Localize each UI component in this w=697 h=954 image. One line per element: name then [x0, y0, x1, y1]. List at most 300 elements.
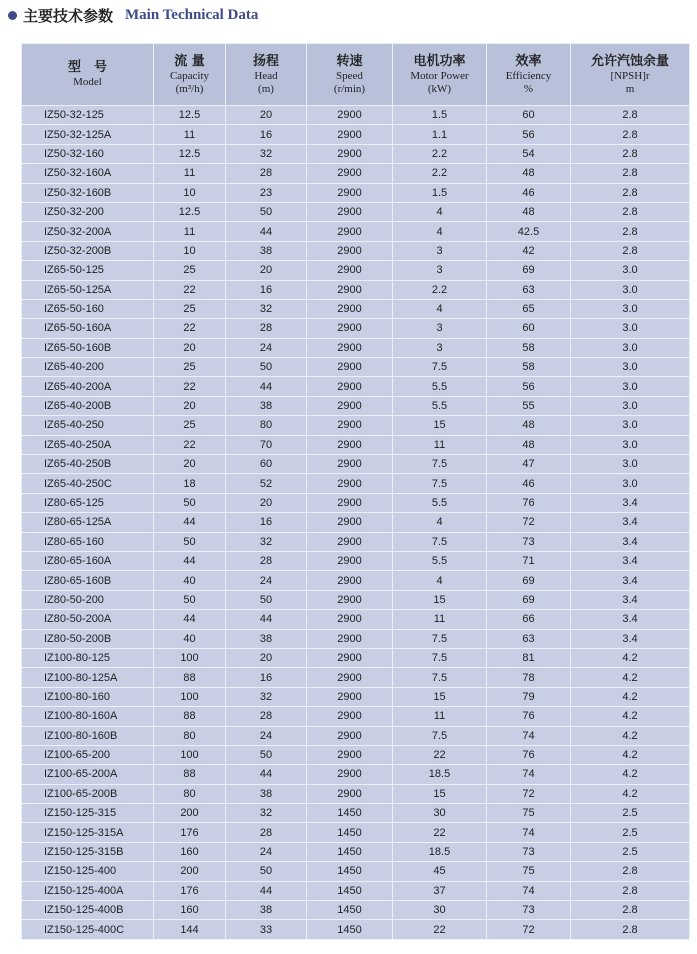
table-cell: 22 — [154, 319, 226, 338]
technical-data-table — [21, 43, 690, 940]
table-cell: 2.5 — [571, 842, 690, 861]
table-cell: 38 — [226, 901, 307, 920]
table-cell: 20 — [226, 648, 307, 667]
column-header-en: Motor Power — [410, 69, 469, 82]
column-header — [307, 44, 393, 106]
table-cell: 12.5 — [154, 106, 226, 125]
table-cell: 2900 — [307, 241, 393, 260]
table-cell: 2900 — [307, 164, 393, 183]
table-cell: IZ65-50-125 — [22, 261, 154, 280]
table-cell: 2.8 — [571, 862, 690, 881]
table-cell: 3.0 — [571, 435, 690, 454]
table-cell: 160 — [154, 842, 226, 861]
table-cell: 73 — [487, 901, 571, 920]
table-cell: 22 — [393, 745, 487, 764]
table-cell: 3.0 — [571, 299, 690, 318]
table-cell: 22 — [393, 920, 487, 939]
table-cell: 24 — [226, 726, 307, 745]
table-cell: 79 — [487, 687, 571, 706]
table-cell: IZ65-50-125A — [22, 280, 154, 299]
table-row — [22, 106, 690, 125]
table-cell: IZ50-32-125 — [22, 106, 154, 125]
table-cell: 3.0 — [571, 319, 690, 338]
table-cell: 176 — [154, 881, 226, 900]
table-cell: 44 — [154, 610, 226, 629]
table-cell: 2900 — [307, 377, 393, 396]
column-header-cn: 转速 — [336, 53, 363, 69]
table-row — [22, 280, 690, 299]
column-header-en: Capacity — [169, 69, 210, 82]
table-cell: 76 — [487, 493, 571, 512]
table-cell: IZ80-65-160 — [22, 532, 154, 551]
table-cell: 2900 — [307, 532, 393, 551]
table-row — [22, 513, 690, 532]
table-cell: IZ150-125-400 — [22, 862, 154, 881]
table-cell: IZ150-125-315A — [22, 823, 154, 842]
table-cell: 2.8 — [571, 202, 690, 221]
table-cell: 4 — [393, 222, 487, 241]
table-cell: 10 — [154, 241, 226, 260]
table-cell: 48 — [487, 164, 571, 183]
table-cell: 2.8 — [571, 901, 690, 920]
table-cell: IZ100-65-200A — [22, 765, 154, 784]
table-row — [22, 358, 690, 377]
column-header-unit: (m) — [258, 82, 274, 95]
table-cell: 20 — [154, 338, 226, 357]
table-cell: 2900 — [307, 687, 393, 706]
table-cell: 2900 — [307, 455, 393, 474]
table-cell: 30 — [393, 804, 487, 823]
table-cell: 66 — [487, 610, 571, 629]
table-cell: 2.8 — [571, 125, 690, 144]
table-cell: IZ50-32-200 — [22, 202, 154, 221]
column-header-unit: % — [523, 82, 534, 95]
table-cell: 37 — [393, 881, 487, 900]
table-cell: 50 — [226, 202, 307, 221]
table-cell: 54 — [487, 144, 571, 163]
table-cell: IZ80-50-200A — [22, 610, 154, 629]
table-cell: 4.2 — [571, 668, 690, 687]
table-cell: 3.4 — [571, 532, 690, 551]
column-header-cn: 效率 — [515, 53, 542, 69]
table-cell: IZ80-50-200B — [22, 629, 154, 648]
table-cell: 22 — [393, 823, 487, 842]
table-cell: 4.2 — [571, 726, 690, 745]
table-row — [22, 435, 690, 454]
table-cell: 75 — [487, 804, 571, 823]
table-cell: 50 — [226, 358, 307, 377]
table-cell: 88 — [154, 668, 226, 687]
table-cell: 3.4 — [571, 493, 690, 512]
table-cell: 1450 — [307, 881, 393, 900]
table-cell: 4 — [393, 299, 487, 318]
table-cell: 52 — [226, 474, 307, 493]
table-cell: 3.4 — [571, 629, 690, 648]
table-cell: 45 — [393, 862, 487, 881]
table-cell: IZ65-40-250C — [22, 474, 154, 493]
table-cell: 10 — [154, 183, 226, 202]
table-cell: 78 — [487, 668, 571, 687]
table-row — [22, 532, 690, 551]
table-cell: 1450 — [307, 804, 393, 823]
table-cell: 69 — [487, 590, 571, 609]
table-cell: 11 — [393, 610, 487, 629]
table-cell: 24 — [226, 571, 307, 590]
table-row — [22, 455, 690, 474]
table-cell: 2900 — [307, 338, 393, 357]
table-cell: IZ80-65-160A — [22, 551, 154, 570]
table-row — [22, 862, 690, 881]
table-cell: 81 — [487, 648, 571, 667]
table-cell: IZ100-65-200 — [22, 745, 154, 764]
table-cell: 16 — [226, 513, 307, 532]
table-row — [22, 823, 690, 842]
table-cell: 5.5 — [393, 377, 487, 396]
table-cell: IZ50-32-160A — [22, 164, 154, 183]
table-row — [22, 804, 690, 823]
table-cell: 55 — [487, 396, 571, 415]
table-cell: 3.0 — [571, 396, 690, 415]
column-header — [154, 44, 226, 106]
table-cell: 38 — [226, 629, 307, 648]
table-cell: 3.0 — [571, 455, 690, 474]
table-cell: IZ65-50-160B — [22, 338, 154, 357]
table-row — [22, 222, 690, 241]
table-cell: IZ80-65-125 — [22, 493, 154, 512]
table-cell: 38 — [226, 396, 307, 415]
table-cell: IZ50-32-200A — [22, 222, 154, 241]
table-cell: 11 — [393, 435, 487, 454]
table-cell: IZ150-125-400A — [22, 881, 154, 900]
section-title — [8, 4, 258, 26]
table-cell: 28 — [226, 164, 307, 183]
table-row — [22, 396, 690, 415]
table-cell: 3.0 — [571, 358, 690, 377]
table-cell: 1450 — [307, 862, 393, 881]
table-cell: 65 — [487, 299, 571, 318]
table-cell: 15 — [393, 416, 487, 435]
table-cell: IZ100-80-125A — [22, 668, 154, 687]
table-cell: IZ150-125-315B — [22, 842, 154, 861]
table-cell: 4.2 — [571, 648, 690, 667]
header-row — [22, 44, 690, 106]
table-cell: 20 — [226, 493, 307, 512]
table-cell: 47 — [487, 455, 571, 474]
table-cell: 40 — [154, 629, 226, 648]
table-cell: 7.5 — [393, 648, 487, 667]
column-header-cn: 扬程 — [252, 53, 279, 69]
table-cell: 44 — [226, 222, 307, 241]
table-cell: 100 — [154, 745, 226, 764]
table-cell: 24 — [226, 338, 307, 357]
table-cell: 60 — [487, 319, 571, 338]
table-cell: 2900 — [307, 435, 393, 454]
table-cell: 7.5 — [393, 358, 487, 377]
table-cell: 11 — [154, 222, 226, 241]
table-cell: 28 — [226, 707, 307, 726]
table-cell: IZ100-80-125 — [22, 648, 154, 667]
column-header-cn: 型 号 — [67, 60, 107, 75]
table-cell: 33 — [226, 920, 307, 939]
table-cell: 48 — [487, 202, 571, 221]
table-cell: 22 — [154, 280, 226, 299]
table-cell: 12.5 — [154, 202, 226, 221]
table-cell: 46 — [487, 183, 571, 202]
table-cell: 32 — [226, 532, 307, 551]
table-cell: 2900 — [307, 648, 393, 667]
table-cell: 2900 — [307, 629, 393, 648]
column-header-unit: (kW) — [427, 82, 452, 95]
table-row — [22, 687, 690, 706]
table-cell: 88 — [154, 765, 226, 784]
table-cell: 200 — [154, 804, 226, 823]
table-cell: 60 — [226, 455, 307, 474]
column-header-unit: m — [625, 82, 635, 95]
table-cell: IZ50-32-160 — [22, 144, 154, 163]
table-cell: IZ65-40-200A — [22, 377, 154, 396]
table-cell: 2900 — [307, 668, 393, 687]
table-row — [22, 474, 690, 493]
table-cell: 48 — [487, 435, 571, 454]
table-cell: 2900 — [307, 784, 393, 803]
table-cell: 58 — [487, 358, 571, 377]
table-cell: 2900 — [307, 416, 393, 435]
table-cell: 42.5 — [487, 222, 571, 241]
table-row — [22, 745, 690, 764]
column-header-unit: (r/min) — [333, 82, 366, 95]
table-cell: 74 — [487, 726, 571, 745]
table-cell: IZ65-40-200 — [22, 358, 154, 377]
table-cell: 30 — [393, 901, 487, 920]
table-cell: IZ100-80-160A — [22, 707, 154, 726]
table-cell: 2900 — [307, 707, 393, 726]
table-row — [22, 842, 690, 861]
table-cell: IZ65-50-160A — [22, 319, 154, 338]
table-cell: 7.5 — [393, 726, 487, 745]
title-en: Main Technical Data — [125, 6, 259, 23]
table-cell: 2900 — [307, 144, 393, 163]
column-header-en: Speed — [336, 69, 363, 82]
column-header-en: Head — [254, 69, 278, 82]
table-cell: 38 — [226, 241, 307, 260]
table-cell: 32 — [226, 687, 307, 706]
table-cell: 1.5 — [393, 106, 487, 125]
table-row — [22, 241, 690, 260]
table-cell: 20 — [154, 455, 226, 474]
table-row — [22, 765, 690, 784]
table-cell: 3.4 — [571, 513, 690, 532]
table-cell: 2.2 — [393, 144, 487, 163]
table-cell: 3.0 — [571, 280, 690, 299]
table-cell: 4 — [393, 571, 487, 590]
bullet-icon — [8, 11, 17, 20]
table-cell: 3 — [393, 241, 487, 260]
table-cell: IZ150-125-400B — [22, 901, 154, 920]
table-cell: 80 — [226, 416, 307, 435]
table-row — [22, 183, 690, 202]
table-cell: 2.2 — [393, 164, 487, 183]
table-cell: 73 — [487, 842, 571, 861]
column-header — [393, 44, 487, 106]
table-cell: IZ65-40-250B — [22, 455, 154, 474]
column-header — [22, 44, 154, 106]
table-cell: 2.8 — [571, 164, 690, 183]
column-header-unit: (m³/h) — [175, 82, 204, 95]
table-cell: 72 — [487, 920, 571, 939]
table-cell: 3 — [393, 338, 487, 357]
table-cell: IZ65-40-200B — [22, 396, 154, 415]
table-cell: 5.5 — [393, 396, 487, 415]
table-row — [22, 144, 690, 163]
table-cell: IZ80-50-200 — [22, 590, 154, 609]
table-cell: 40 — [154, 571, 226, 590]
table-cell: 4 — [393, 513, 487, 532]
table-row — [22, 338, 690, 357]
column-header-cn: 电机功率 — [413, 53, 466, 69]
table-cell: 50 — [226, 590, 307, 609]
table-cell: 4.2 — [571, 765, 690, 784]
table-cell: 144 — [154, 920, 226, 939]
table-row — [22, 319, 690, 338]
table-cell: 75 — [487, 862, 571, 881]
table-cell: 46 — [487, 474, 571, 493]
table-cell: 42 — [487, 241, 571, 260]
table-cell: 2900 — [307, 745, 393, 764]
table-cell: 50 — [154, 590, 226, 609]
table-cell: 20 — [154, 396, 226, 415]
table-cell: 48 — [487, 416, 571, 435]
table-cell: 4 — [393, 202, 487, 221]
table-row — [22, 202, 690, 221]
table-cell: 3.0 — [571, 474, 690, 493]
table-cell: 50 — [226, 862, 307, 881]
table-row — [22, 726, 690, 745]
table-cell: 16 — [226, 125, 307, 144]
table-cell: 72 — [487, 513, 571, 532]
table-row — [22, 668, 690, 687]
table-cell: 2.2 — [393, 280, 487, 299]
table-cell: 7.5 — [393, 532, 487, 551]
table-cell: 3.0 — [571, 377, 690, 396]
table-row — [22, 590, 690, 609]
table-cell: IZ80-65-160B — [22, 571, 154, 590]
column-header-cn: 流 量 — [174, 53, 205, 69]
table-cell: 32 — [226, 804, 307, 823]
table-cell: 44 — [226, 377, 307, 396]
table-cell: 2900 — [307, 590, 393, 609]
title-cn: 主要技术参数 — [23, 6, 114, 25]
table-cell: 69 — [487, 571, 571, 590]
table-cell: 3 — [393, 319, 487, 338]
table-cell: 32 — [226, 144, 307, 163]
table-cell: 3.4 — [571, 571, 690, 590]
table-cell: 4.2 — [571, 687, 690, 706]
table-row — [22, 610, 690, 629]
table-cell: 176 — [154, 823, 226, 842]
table-cell: 2900 — [307, 396, 393, 415]
table-cell: 2900 — [307, 765, 393, 784]
table-cell: IZ50-32-125A — [22, 125, 154, 144]
table-cell: 2900 — [307, 571, 393, 590]
table-cell: 2900 — [307, 222, 393, 241]
table-cell: 3.4 — [571, 590, 690, 609]
table-cell: 3.4 — [571, 551, 690, 570]
table-cell: 2900 — [307, 358, 393, 377]
table-cell: IZ150-125-400C — [22, 920, 154, 939]
table-cell: 22 — [154, 377, 226, 396]
table-cell: 2900 — [307, 726, 393, 745]
table-cell: 44 — [226, 765, 307, 784]
table-cell: 56 — [487, 377, 571, 396]
table-cell: 28 — [226, 319, 307, 338]
table-cell: 3.0 — [571, 416, 690, 435]
table-cell: 2900 — [307, 610, 393, 629]
table-cell: 3.4 — [571, 610, 690, 629]
table-row — [22, 881, 690, 900]
table-cell: 50 — [226, 745, 307, 764]
table-cell: 56 — [487, 125, 571, 144]
table-cell: 44 — [226, 610, 307, 629]
table-row — [22, 551, 690, 570]
table-cell: 2900 — [307, 551, 393, 570]
table-cell: 100 — [154, 687, 226, 706]
table-cell: 25 — [154, 358, 226, 377]
table-cell: 15 — [393, 687, 487, 706]
table-cell: 20 — [226, 106, 307, 125]
table-cell: IZ100-80-160 — [22, 687, 154, 706]
table-cell: 88 — [154, 707, 226, 726]
table-cell: 3.0 — [571, 338, 690, 357]
table-row — [22, 901, 690, 920]
table-cell: 2900 — [307, 202, 393, 221]
column-header — [487, 44, 571, 106]
table-cell: 25 — [154, 416, 226, 435]
column-header-en: [NPSH]r — [610, 69, 650, 82]
table-cell: 2.8 — [571, 222, 690, 241]
table-cell: 2.8 — [571, 241, 690, 260]
column-header-en: Model — [73, 76, 102, 88]
table-cell: 20 — [226, 261, 307, 280]
table-row — [22, 629, 690, 648]
table-cell: 25 — [154, 261, 226, 280]
table-cell: 15 — [393, 784, 487, 803]
table-cell: 16 — [226, 668, 307, 687]
table-cell: 7.5 — [393, 474, 487, 493]
table-cell: 44 — [154, 513, 226, 532]
table-cell: 3.0 — [571, 261, 690, 280]
table-cell: 4.2 — [571, 784, 690, 803]
column-header — [571, 44, 690, 106]
table-cell: 2.8 — [571, 183, 690, 202]
table-cell: 11 — [393, 707, 487, 726]
table-row — [22, 164, 690, 183]
table-row — [22, 707, 690, 726]
table-cell: IZ65-50-160 — [22, 299, 154, 318]
table-cell: 7.5 — [393, 668, 487, 687]
table-cell: 71 — [487, 551, 571, 570]
table-cell: 11 — [154, 125, 226, 144]
table-cell: 7.5 — [393, 629, 487, 648]
table-row — [22, 299, 690, 318]
table-cell: 63 — [487, 629, 571, 648]
table-cell: 2900 — [307, 106, 393, 125]
table-cell: 63 — [487, 280, 571, 299]
table-cell: 15 — [393, 590, 487, 609]
column-header — [226, 44, 307, 106]
table-cell: 2900 — [307, 319, 393, 338]
table-cell: 3 — [393, 261, 487, 280]
table-cell: 100 — [154, 648, 226, 667]
